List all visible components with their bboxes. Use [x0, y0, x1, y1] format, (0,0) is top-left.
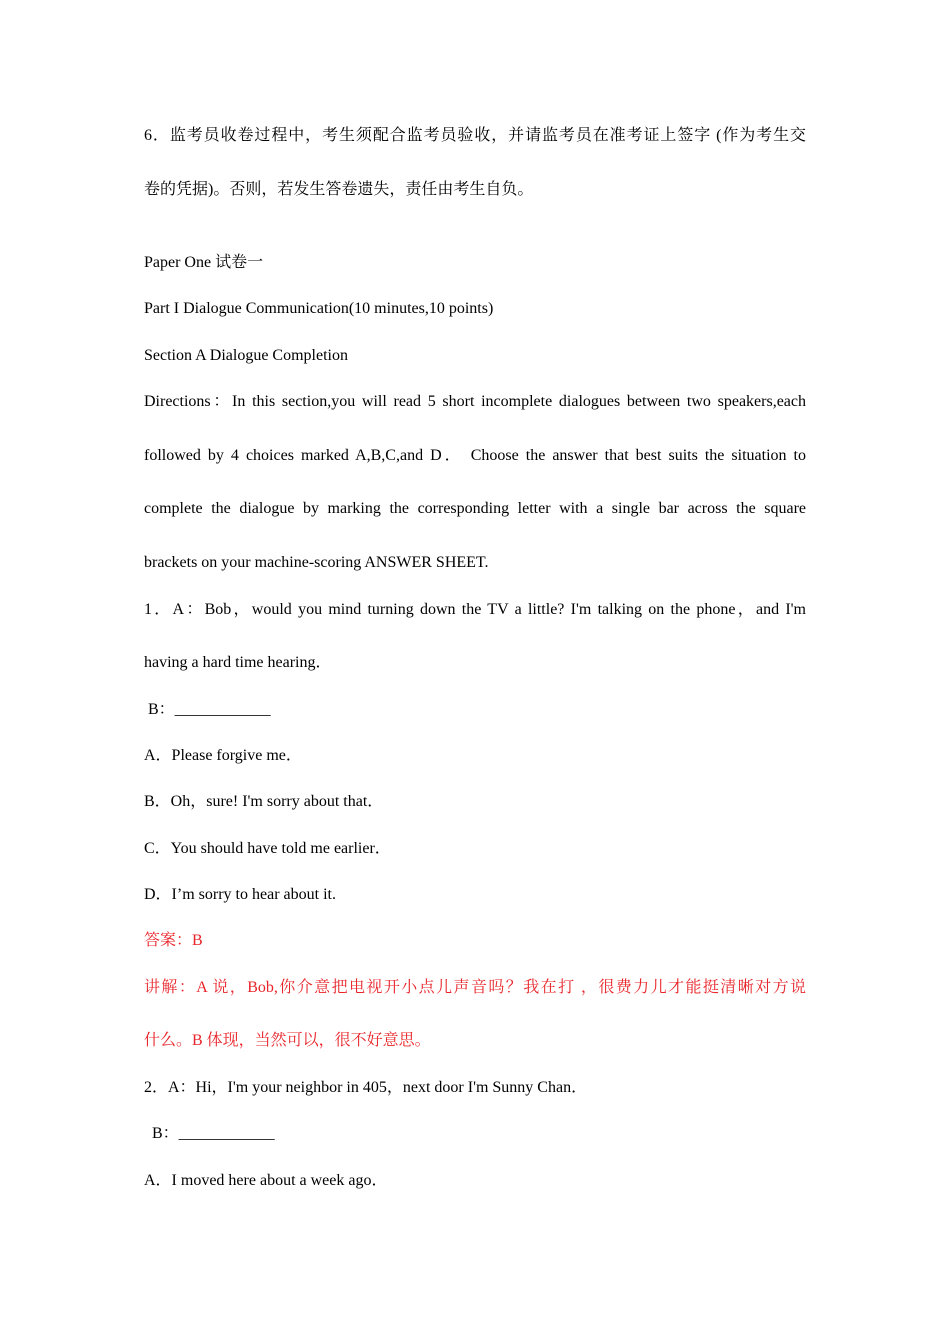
q1-option-b: B．Oh，sure! I'm sorry about that．	[144, 793, 384, 810]
directions-line-3: complete the dialogue by marking the corresponding letter with a single bar across the square	[144, 500, 806, 517]
part-heading: Part I Dialogue Communication(10 minutes,10 points)	[144, 300, 494, 317]
section-heading: Section A Dialogue Completion	[144, 347, 348, 364]
directions-line-4: brackets on your machine-scoring ANSWER SHEET.	[144, 554, 489, 571]
q2-prompt: 2．A：Hi，I'm your neighbor in 405，next door I'm Sunny Chan．	[144, 1079, 588, 1096]
q1-prompt-line-2: having a hard time hearing．	[144, 654, 332, 671]
q1-option-a: A．Please forgive me．	[144, 747, 302, 764]
q1-blank: B：____________	[148, 701, 271, 718]
directions-line-1: Directions：In this section,you will read 5 short incomplete dialogues between two speakers,each	[144, 393, 806, 410]
q2-blank: B：____________	[152, 1125, 275, 1142]
q1-option-d: D．I’m sorry to hear about it.	[144, 886, 336, 903]
q1-prompt-line-1: 1．A：Bob，would you mind turning down the TV a little? I'm talking on the phone，and I'm	[144, 601, 807, 618]
notice-line-2: 卷的凭据)。否则，若发生答卷遗失，责任由考生自负。	[144, 181, 534, 198]
notice-line-1: 6．监考员收卷过程中，考生须配合监考员验收，并请监考员在准考证上签字 (作为考生交	[144, 127, 806, 144]
q1-option-c: C．You should have told me earlier．	[144, 840, 391, 857]
q1-answer: 答案：B	[144, 932, 203, 949]
q1-explanation-line-1: 讲解：A 说，Bob,你介意把电视开小点儿声音吗？我在打 ，很费力儿才能挺清晰对方说	[144, 979, 806, 996]
directions-line-2: followed by 4 choices marked A,B,C,and D． Choose the answer that best suits the situation to	[144, 447, 806, 464]
q2-option-a: A．I moved here about a week ago．	[144, 1172, 388, 1189]
q1-explanation-line-2: 什么。B 体现，当然可以，很不好意思。	[144, 1032, 431, 1049]
paper-title: Paper One 试卷一	[144, 254, 264, 271]
